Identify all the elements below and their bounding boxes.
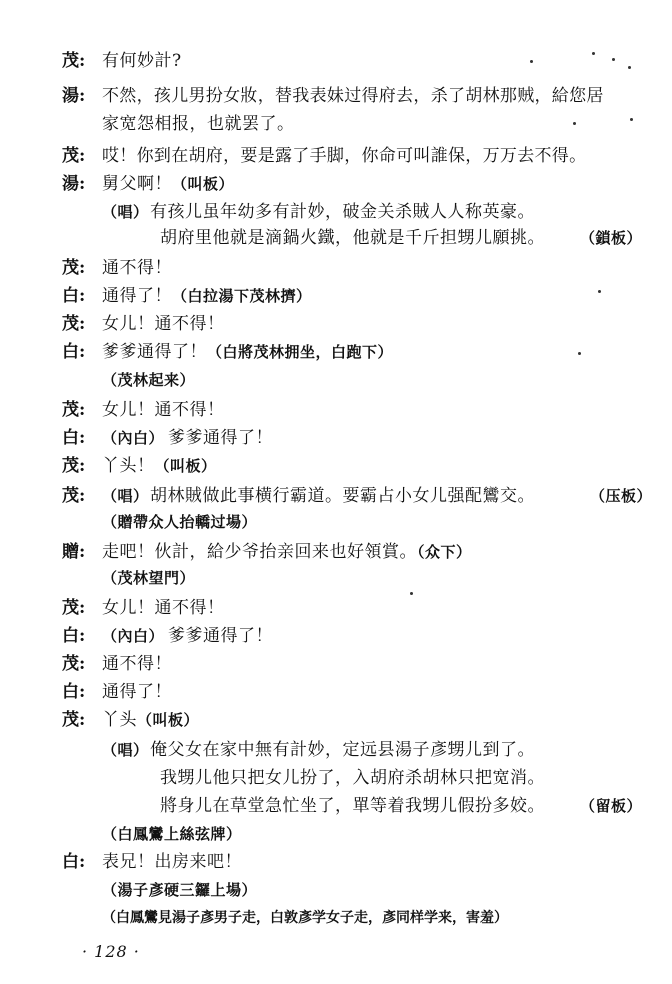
dialogue-words: 走吧！伙計，給少爷抬亲回来也好領賞。	[102, 542, 417, 562]
lyric-text: 俺父女在家中無有計妙，定远县湯子彥甥儿到了。	[150, 740, 535, 760]
speaker-label: 白:	[62, 286, 86, 306]
stage-direction: （众下）	[417, 543, 472, 561]
dialogue-text: 哎！你到在胡府，要是露了手脚，你命可叫誰保，万万去不得。	[102, 146, 587, 166]
dialogue-text: 女儿！通不得！	[102, 598, 225, 618]
speaker-label: 贈:	[62, 542, 86, 562]
print-speck	[598, 290, 601, 293]
dialogue-text	[102, 282, 312, 310]
dialogue-words: 舅父啊！	[102, 174, 172, 194]
dialogue-line	[0, 396, 672, 424]
stage-line	[0, 564, 672, 592]
stage-line	[0, 820, 672, 848]
speaker-label: 茂:	[62, 456, 86, 476]
dialogue-words: 丫头	[102, 710, 137, 730]
page-number: · 128 ·	[82, 942, 140, 961]
dialogue-line	[0, 282, 672, 310]
print-speck	[612, 58, 615, 61]
stage-direction: （鎖板）	[580, 229, 643, 247]
print-speck	[573, 122, 576, 125]
speaker-label: 白:	[62, 852, 86, 872]
print-speck	[630, 118, 633, 121]
speaker-label: 湯:	[62, 174, 86, 194]
stage-direction: （茂林望門）	[102, 569, 196, 587]
dialogue-text: 爹爹通得了！	[168, 626, 273, 646]
sung-line	[0, 482, 672, 510]
sung-line	[0, 764, 672, 792]
dialogue-words: 通得了！	[102, 286, 172, 306]
dialogue-text: 通不得！	[102, 258, 172, 278]
stage-line	[0, 904, 672, 932]
dialogue-text	[102, 538, 472, 566]
sung-line	[0, 224, 672, 252]
lyric-text: 胡府里他就是滴鍋火鐵，他就是千斤担甥儿願挑。	[160, 228, 545, 248]
dialogue-text	[102, 338, 393, 366]
stage-direction: （叫板）	[154, 457, 217, 475]
dialogue-line	[0, 310, 672, 338]
dialogue-line	[0, 706, 672, 734]
dialogue-text: 爹爹通得了！	[168, 428, 273, 448]
dialogue-continuation	[0, 110, 672, 138]
stage-direction: （唱）	[102, 203, 149, 221]
speaker-label: 湯:	[62, 86, 86, 106]
lyric-text: 我甥儿他只把女儿扮了，入胡府杀胡林只把宽消。	[160, 768, 545, 788]
dialogue-line	[0, 622, 672, 650]
dialogue-text: 女儿！通不得！	[102, 314, 225, 334]
print-speck	[628, 66, 631, 69]
speaker-label: 茂:	[62, 400, 86, 420]
dialogue-line	[0, 678, 672, 706]
dialogue-line	[0, 254, 672, 282]
dialogue-line	[0, 650, 672, 678]
dialogue-words: 爹爹通得了！	[102, 342, 207, 362]
speaker-label: 茂:	[62, 598, 86, 618]
dialogue-text	[102, 706, 199, 734]
sung-line	[0, 198, 672, 226]
dialogue-text	[102, 170, 234, 198]
stage-direction: （留板）	[580, 797, 643, 815]
dialogue-text: 家宽怨相报，也就罢了。	[102, 114, 295, 134]
speaker-label: 茂:	[62, 486, 86, 506]
lyric-text: 胡林賊做此事横行霸道。要霸占小女儿强配鸞交。	[150, 486, 535, 506]
stage-direction: （白拉湯下茂林擠）	[172, 287, 312, 305]
print-speck	[530, 60, 533, 63]
stage-direction: （白鳳鸞上絲弦牌）	[102, 825, 242, 843]
stage-direction: （叫板）	[172, 175, 235, 193]
speaker-label: 茂:	[62, 654, 86, 674]
lyric-text: 有孩儿虽年幼多有計妙，破金关杀賊人人称英豪。	[150, 202, 535, 222]
speaker-label: 茂:	[62, 51, 86, 71]
lyric-text: 將身儿在草堂急忙坐了，單等着我甥儿假扮多姣。	[160, 796, 545, 816]
sung-line	[0, 792, 672, 820]
stage-direction: （茂林起来）	[102, 371, 196, 389]
speaker-label: 白:	[62, 342, 86, 362]
dialogue-line	[0, 142, 672, 170]
stage-direction: （白將茂林拥坐，白跑下）	[207, 343, 394, 361]
stage-direction: （唱）	[102, 741, 149, 759]
stage-line	[0, 876, 672, 904]
dialogue-line	[0, 594, 672, 622]
dialogue-line	[0, 538, 672, 566]
stage-direction: （內白）	[102, 627, 165, 645]
stage-direction: （內白）	[102, 429, 165, 447]
dialogue-line	[0, 47, 672, 75]
dialogue-line	[0, 424, 672, 452]
print-speck	[578, 352, 581, 355]
sung-line	[0, 736, 672, 764]
dialogue-line	[0, 848, 672, 876]
stage-direction: （叫板）	[137, 711, 200, 729]
stage-line	[0, 366, 672, 394]
speaker-label: 白:	[62, 626, 86, 646]
print-speck	[592, 52, 595, 55]
speaker-label: 白:	[62, 428, 86, 448]
dialogue-text: 表兄！出房来吧！	[102, 852, 242, 872]
stage-direction: （白鳳鸞見湯子彥男子走，白敦彥学女子走，彥同样学来，害羞）	[102, 910, 508, 926]
dialogue-text: 通不得！	[102, 654, 172, 674]
stage-direction: （贈帶众人抬轎过場）	[102, 513, 258, 531]
dialogue-line	[0, 82, 672, 110]
dialogue-text: 女儿！通不得！	[102, 400, 225, 420]
stage-direction: （压板）	[590, 487, 653, 505]
stage-direction: （湯子彥硬三鑼上場）	[102, 881, 258, 899]
dialogue-line	[0, 452, 672, 480]
speaker-label: 茂:	[62, 146, 86, 166]
dialogue-line	[0, 338, 672, 366]
speaker-label: 茂:	[62, 258, 86, 278]
dialogue-text	[102, 452, 217, 480]
dialogue-text: 不然，孩儿男扮女妝，替我表妹过得府去，杀了胡林那贼，給您居	[102, 86, 604, 106]
dialogue-text: 有何妙計?	[102, 51, 182, 71]
dialogue-words: 丫头！	[102, 456, 155, 476]
dialogue-line	[0, 170, 672, 198]
speaker-label: 茂:	[62, 710, 86, 730]
stage-line	[0, 508, 672, 536]
print-speck	[410, 592, 413, 595]
speaker-label: 茂:	[62, 314, 86, 334]
speaker-label: 白:	[62, 682, 86, 702]
dialogue-text: 通得了！	[102, 682, 172, 702]
stage-direction: （唱）	[102, 487, 149, 505]
